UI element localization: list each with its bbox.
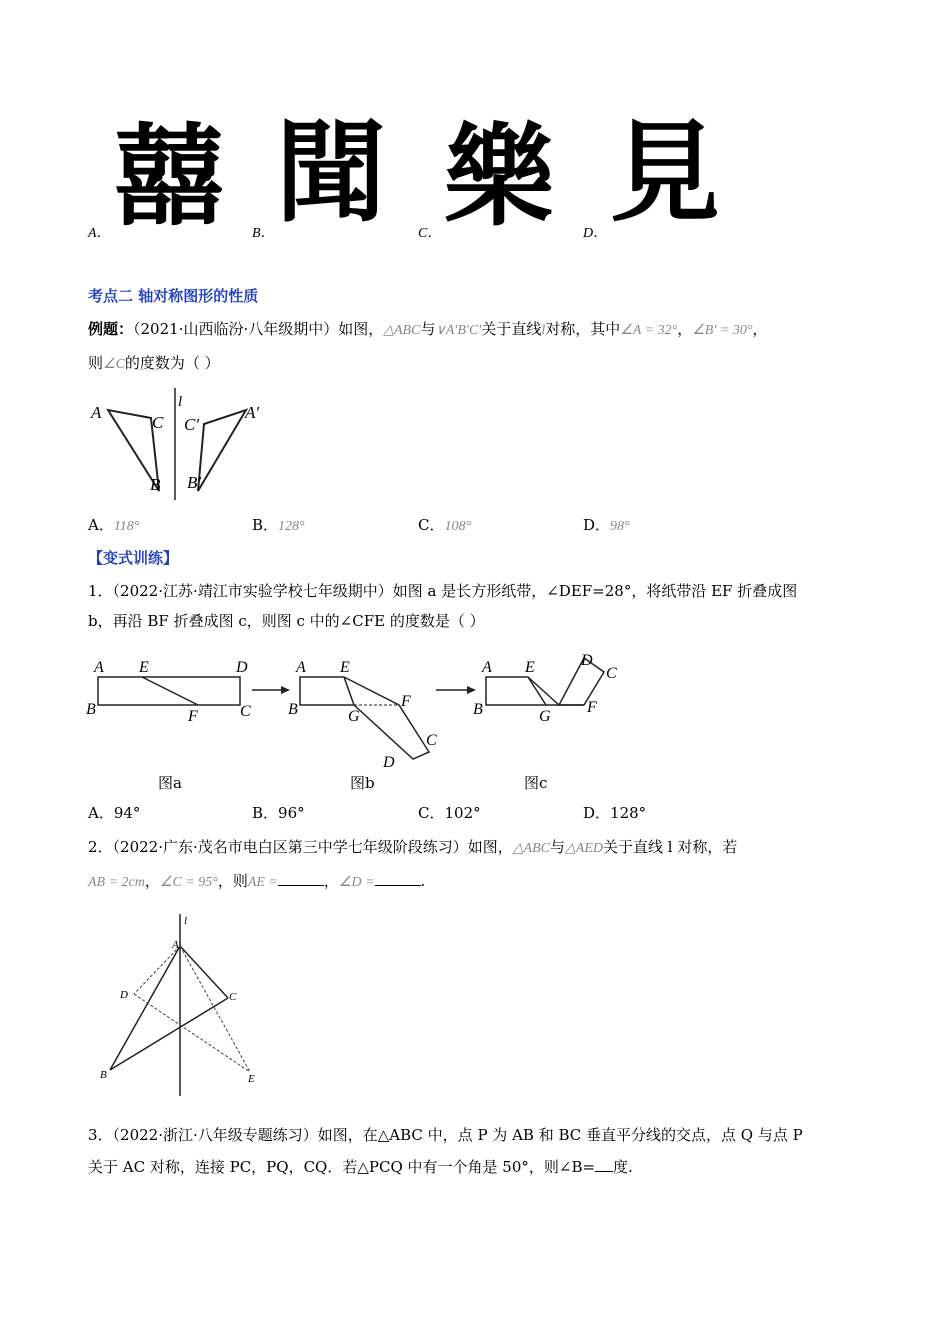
example-math-4: ∠A = 32° (620, 323, 678, 338)
q3-line-1: 3．（2022·浙江·八年级专题练习）如图，在△ABC 中，点 P 为 AB 和 BC 垂直平分线的交点，点 Q 与点 P (88, 1126, 803, 1144)
fig-label-a-prime: A′ (245, 403, 260, 422)
fc-label-a: A (482, 659, 492, 676)
fig-label-c: C (152, 413, 164, 432)
fc-label-f: F (587, 699, 597, 716)
fb-label-d: D (383, 754, 395, 771)
q2-line-1 (88, 836, 737, 857)
section-title: 考点二 轴对称图形的性质 (88, 287, 259, 305)
example-option-c (418, 514, 471, 535)
example-math-5: ∠B′ = 30° (692, 323, 753, 338)
fa-label-f: F (188, 708, 198, 725)
option-value: 98° (610, 519, 630, 534)
fc-label-b: B (473, 701, 483, 718)
q0-option-c-label: C． (418, 226, 442, 241)
example-line-2 (88, 352, 220, 373)
q1-line-2: b，再沿 BF 折叠成图 c，则图 c 中的∠CFE 的度数是（ ） (88, 612, 485, 630)
example-math-1: △ABC (383, 323, 421, 338)
fb-label-b: B (288, 701, 298, 718)
fc-label-g: G (539, 708, 551, 725)
q0-option-d-char: 見 (610, 109, 720, 237)
fig-label-l: l (178, 394, 183, 410)
q2-math: △ABC (512, 841, 550, 856)
q2-text: ， (323, 872, 339, 890)
fc-label-c: C (606, 665, 617, 682)
q1-option-c (418, 802, 481, 823)
q0-option-b-char: 聞 (276, 109, 386, 237)
option-value: 128° (610, 804, 647, 822)
example-text-1: （2021·山西临汾·八年级期中）如图， (133, 320, 384, 338)
q2-math: AB = 2cm (88, 875, 145, 890)
q2-fig-label-e: E (248, 1073, 255, 1085)
option-value: 102° (444, 804, 481, 822)
q2-math: AE = (247, 875, 278, 890)
q2-text: . (420, 872, 426, 890)
fb-label-e: E (340, 659, 350, 676)
fa-label-d: D (236, 659, 248, 676)
fig-label-b-prime: B′ (187, 473, 202, 492)
q3-text: 关于 AC 对称，连接 PC，PQ，CQ．若△PCQ 中有一个角是 50°，则∠B= (88, 1158, 596, 1176)
example-label: 例题： (88, 320, 134, 338)
fb-label-c: C (426, 732, 437, 749)
option-label: B． (252, 804, 279, 822)
example-line2-math: ∠C (103, 357, 125, 372)
q1-line-1: 1．（2022·江苏·靖江市实验学校七年级期中）如图 a 是长方形纸带，∠DEF=28°，将纸带沿 EF 折叠成图 (88, 582, 798, 600)
q2-math: ∠C = 95° (159, 875, 218, 890)
q1-option-b (252, 802, 305, 823)
caption-a: 图a (158, 774, 182, 792)
q2-math: ∠D = (338, 875, 375, 890)
answer-blank[interactable] (278, 885, 324, 886)
fig-label-b: B (150, 475, 161, 494)
q1-option-a (88, 802, 140, 823)
q2-fig-label-b: B (100, 1069, 107, 1081)
q2-figure (96, 910, 276, 1100)
q2-text: 2．（2022·广东·茂名市电白区第三中学七年级阶段练习）如图， (88, 838, 513, 856)
q2-fig-label-c: C (229, 991, 237, 1003)
example-figure (86, 386, 276, 506)
option-label: C． (418, 804, 445, 822)
option-value: 96° (278, 804, 305, 822)
option-label: C． (418, 516, 445, 534)
example-option-a (88, 514, 139, 535)
q1-option-d (583, 802, 646, 823)
q0-option-b-label: B． (252, 226, 275, 241)
fa-label-c: C (240, 703, 251, 720)
example-text-5: ， (752, 320, 768, 338)
q2-line-2 (88, 870, 425, 891)
fa-label-e: E (139, 659, 149, 676)
option-label: D． (583, 804, 611, 822)
q2-fig-label-l: l (184, 915, 188, 927)
practice-header: 【变式训练】 (88, 549, 179, 567)
fc-label-d: D (581, 652, 593, 669)
q2-text: ，则 (217, 872, 248, 890)
q0-option-d-label: D． (583, 226, 608, 241)
q3-text: 度. (613, 1158, 633, 1176)
answer-blank[interactable] (595, 1171, 613, 1172)
option-label: B． (252, 516, 279, 534)
q2-text: 与 (549, 838, 565, 856)
fig-label-c-prime: C′ (184, 415, 200, 434)
example-text-4: 对称，其中 (545, 320, 621, 338)
option-value: 94° (113, 804, 141, 822)
example-line2-pre: 则 (88, 354, 104, 372)
option-label: A． (88, 516, 114, 534)
q2-fig-label-a: A (172, 939, 179, 951)
example-line-1 (88, 318, 767, 339)
option-label: D． (583, 516, 611, 534)
q3-line-2 (88, 1156, 633, 1177)
option-value: 108° (444, 519, 472, 534)
q2-text: ， (144, 872, 160, 890)
example-text-2: 与 (420, 320, 436, 338)
caption-b: 图b (350, 774, 375, 792)
fc-label-e: E (525, 659, 535, 676)
option-value: 118° (113, 519, 140, 534)
example-option-b (252, 514, 305, 535)
example-math-3: l (541, 323, 546, 338)
q0-option-a-label: A． (88, 226, 111, 241)
q0-option-a-char: 囍 (114, 113, 224, 241)
q2-text: 关于直线 l 对称，若 (602, 838, 738, 856)
example-text-3: 关于直线 (481, 320, 542, 338)
fa-label-a: A (94, 659, 104, 676)
example-math-2: ∨A′B′C′ (435, 323, 482, 338)
answer-blank[interactable] (375, 885, 421, 886)
q2-math: △AED (565, 841, 603, 856)
caption-c: 图c (524, 774, 548, 792)
example-option-d (583, 514, 630, 535)
example-line2-post: 的度数为（ ） (124, 354, 220, 372)
option-value: 128° (278, 519, 305, 534)
fa-label-b: B (86, 701, 96, 718)
option-label: A． (88, 804, 114, 822)
q0-option-c-char: 樂 (444, 113, 554, 241)
fb-label-g: G (348, 708, 360, 725)
fig-label-a: A (91, 403, 102, 422)
fb-label-a: A (296, 659, 306, 676)
q2-fig-label-d: D (120, 989, 128, 1001)
example-sep: ， (677, 320, 693, 338)
fb-label-f: F (401, 693, 411, 710)
